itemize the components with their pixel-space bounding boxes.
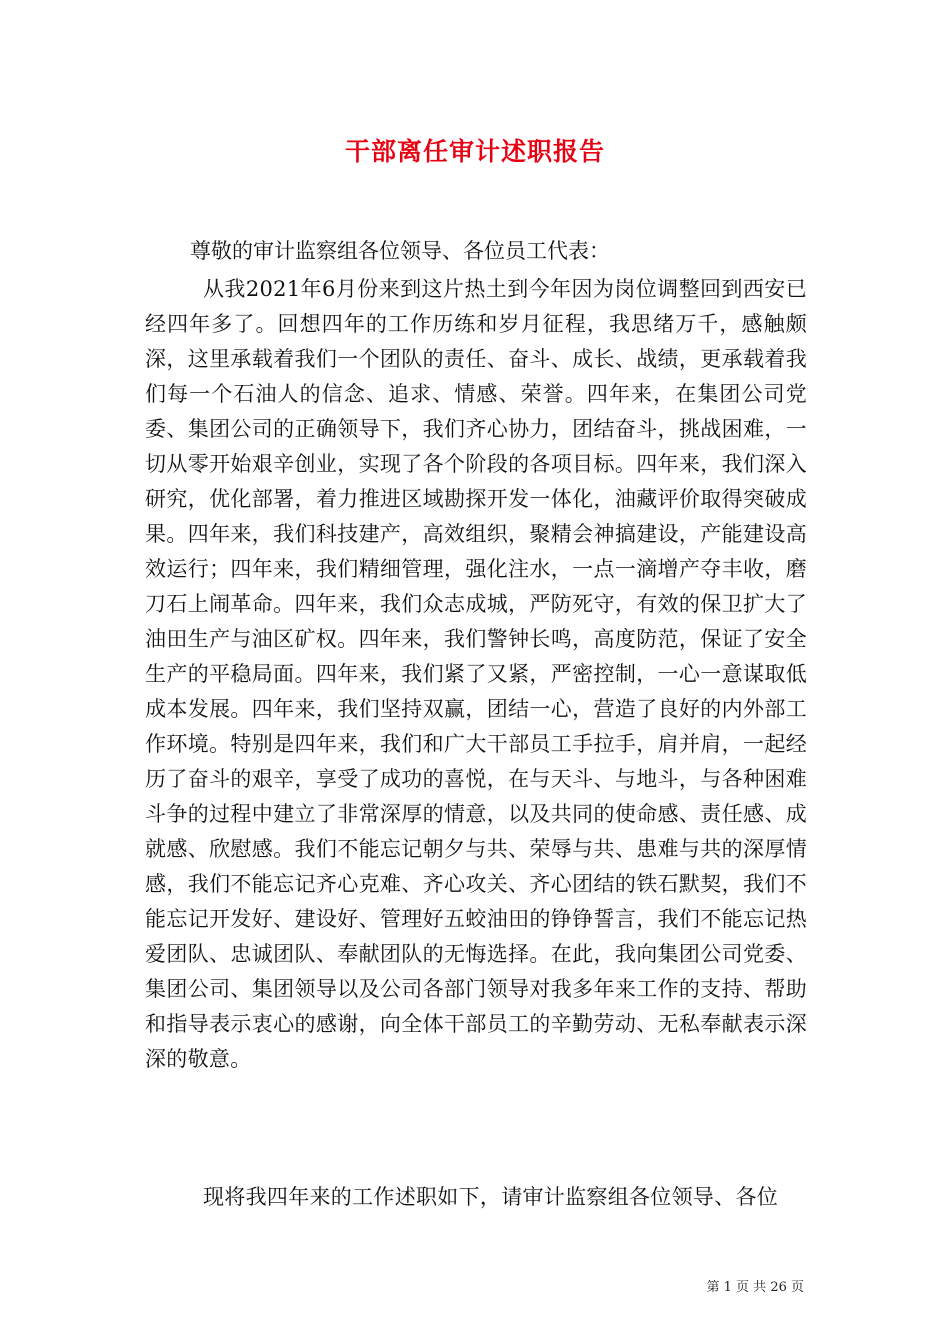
body-paragraph-2: 现将我四年来的工作述职如下，请审计监察组各位领导、各位: [203, 1185, 779, 1209]
salutation: 尊敬的审计监察组各位领导、各位员工代表：: [190, 239, 610, 263]
body-paragraph-1: 从我2021年6月份来到这片热土到今年因为岗位调整回到西安已经四年多了。回想四年的工作历练和岁月征程，我思绪万千，感触颇深，这里承载着我们一个团队的责任、奋斗、成长、战绩，更承载着我们每一个石油人的信念、追求、情感、荣誉。四年来，在集团公司党委、集团公司的正确领导下，我们齐心协力，团结奋斗，挑战困难，一切从零开始艰辛创业，实现了各个阶段的各项目标。四年来，我们深入研究，优化部署，着力推进区域勘探开发一体化，油藏评价取得突破成果。四年来，我们科技建产，高效组织，聚精会神搞建设，产能建设高效运行；四年来，我们精细管理，强化注水，一点一滴增产夺丰收，磨刀石上闹革命。四年来，我们众志成城，严防死守，有效的保卫扩大了油田生产与油区矿权。四年来，我们警钟长鸣，高度防范，保证了安全生产的平稳局面。四年来，我们紧了又紧，严密控制，一心一意谋取低成本发展。四年来，我们坚持双赢，团结一心，营造了良好的内外部工作环境。特别是四年来，我们和广大干部员工手拉手，肩并肩，一起经历了奋斗的艰辛，享受了成功的喜悦，在与天斗、与地斗，与各种困难斗争的过程中建立了非常深厚的情意，以及共同的使命感、责任感、成就感、欣慰感。我们不能忘记朝夕与共、荣辱与共、患难与共的深厚情感，我们不能忘记齐心克难、齐心攻关、齐心团结的铁石默契，我们不能忘记开发好、建设好、管理好五蛟油田的铮铮誓言，我们不能忘记热爱团队、忠诚团队、奉献团队的无悔选择。在此，我向集团公司党委、集团公司、集团领导以及公司各部门领导对我多年来工作的支持、帮助和指导表示衷心的感谢，向全体干部员工的辛勤劳动、无私奉献表示深深的敬意。: [145, 277, 807, 1071]
page-number-footer: 第 1 页 共 26 页: [706, 1280, 804, 1295]
document-title: 干部离任审计述职报告: [344, 137, 605, 166]
